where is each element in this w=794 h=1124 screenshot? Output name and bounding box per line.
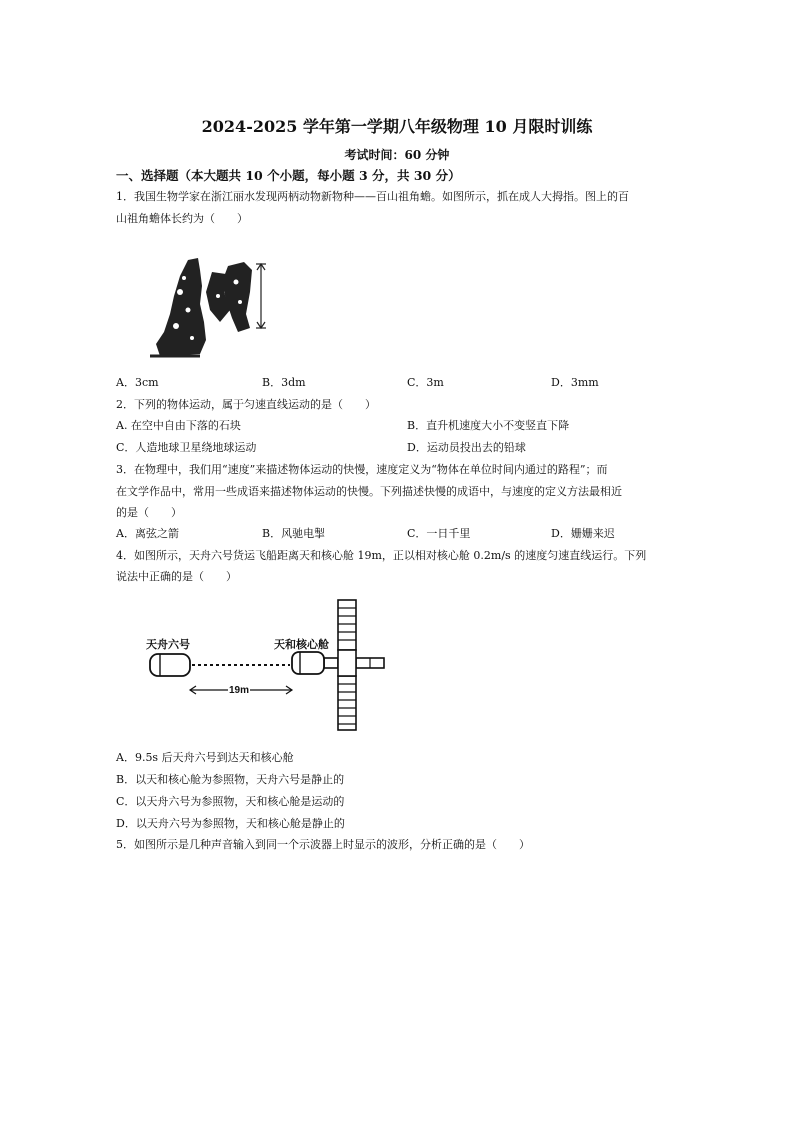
q4-option-c[interactable]: C．以天舟六号为参照物，天和核心舱是运动的 bbox=[116, 795, 345, 808]
cargo-ship-label: 天舟六号 bbox=[146, 638, 190, 651]
cargo-ship-shape bbox=[150, 654, 190, 676]
q4-text-line2: 说法中正确的是（ ） bbox=[116, 570, 237, 583]
q3-text-line3: 的是（ ） bbox=[116, 506, 182, 519]
q5-text: 5．如图所示是几种声音输入到同一个示波器上时显示的波形，分析正确的是（ ） bbox=[116, 838, 530, 851]
q1-text-line2: 山祖角蟾体长约为（ ） bbox=[116, 212, 248, 225]
q1-text-line1: 1．我国生物学家在浙江丽水发现两柄动物新物种——百山祖角蟾。如图所示，抓在成人大拇指。图上的百 bbox=[116, 190, 629, 203]
q4-option-d[interactable]: D．以天舟六号为参照物，天和核心舱是静止的 bbox=[116, 817, 345, 830]
q1-option-b[interactable]: B．3dm bbox=[262, 376, 306, 389]
core-module-label: 天和核心舱 bbox=[274, 638, 329, 651]
distance-label: 19m bbox=[228, 685, 250, 696]
q3-option-b[interactable]: B．风驰电掣 bbox=[262, 527, 326, 540]
section-heading: 一、选择题（本大题共 10 个小题，每小题 3 分，共 30 分） bbox=[116, 168, 461, 183]
q2-option-a[interactable]: A. 在空中自由下落的石块 bbox=[116, 419, 241, 432]
q2-option-b[interactable]: B．直升机速度大小不变竖直下降 bbox=[407, 419, 570, 432]
exam-time: 考试时间：60 分钟 bbox=[344, 148, 450, 162]
q2-text: 2．下列的物体运动，属于匀速直线运动的是（ ） bbox=[116, 398, 376, 411]
q4-spacecraft-figure bbox=[140, 596, 390, 736]
core-module-shape bbox=[292, 652, 324, 674]
q1-frog-figure bbox=[140, 252, 280, 364]
q3-option-c[interactable]: C．一日千里 bbox=[407, 527, 471, 540]
q2-option-c[interactable]: C．人造地球卫星绕地球运动 bbox=[116, 441, 257, 454]
exam-title: 2024-2025 学年第一学期八年级物理 10 月限时训练 bbox=[201, 117, 593, 136]
q3-option-a[interactable]: A．离弦之箭 bbox=[116, 527, 179, 540]
q4-option-b[interactable]: B．以天和核心舱为参照物，天舟六号是静止的 bbox=[116, 773, 345, 786]
q3-text-line2: 在文学作品中，常用一些成语来描述物体运动的快慢。下列描述快慢的成语中，与速度的定义方法最相近 bbox=[116, 485, 622, 498]
q2-option-d[interactable]: D．运动员投出去的铅球 bbox=[407, 441, 526, 454]
q1-option-d[interactable]: D．3mm bbox=[551, 376, 599, 389]
q3-option-d[interactable]: D．姗姗来迟 bbox=[551, 527, 615, 540]
q3-text-line1: 3．在物理中，我们用“速度”来描述物体运动的快慢，速度定义为“物体在单位时间内通过的路程”；而 bbox=[116, 463, 608, 476]
q1-option-c[interactable]: C．3m bbox=[407, 376, 444, 389]
q4-option-a[interactable]: A．9.5s 后天舟六号到达天和核心舱 bbox=[116, 751, 294, 764]
q1-option-a[interactable]: A．3cm bbox=[116, 376, 159, 389]
q4-text-line1: 4．如图所示，天舟六号货运飞船距离天和核心舱 19m，正以相对核心舱 0.2m/s 的速度匀速直线运行。下列 bbox=[116, 549, 647, 562]
